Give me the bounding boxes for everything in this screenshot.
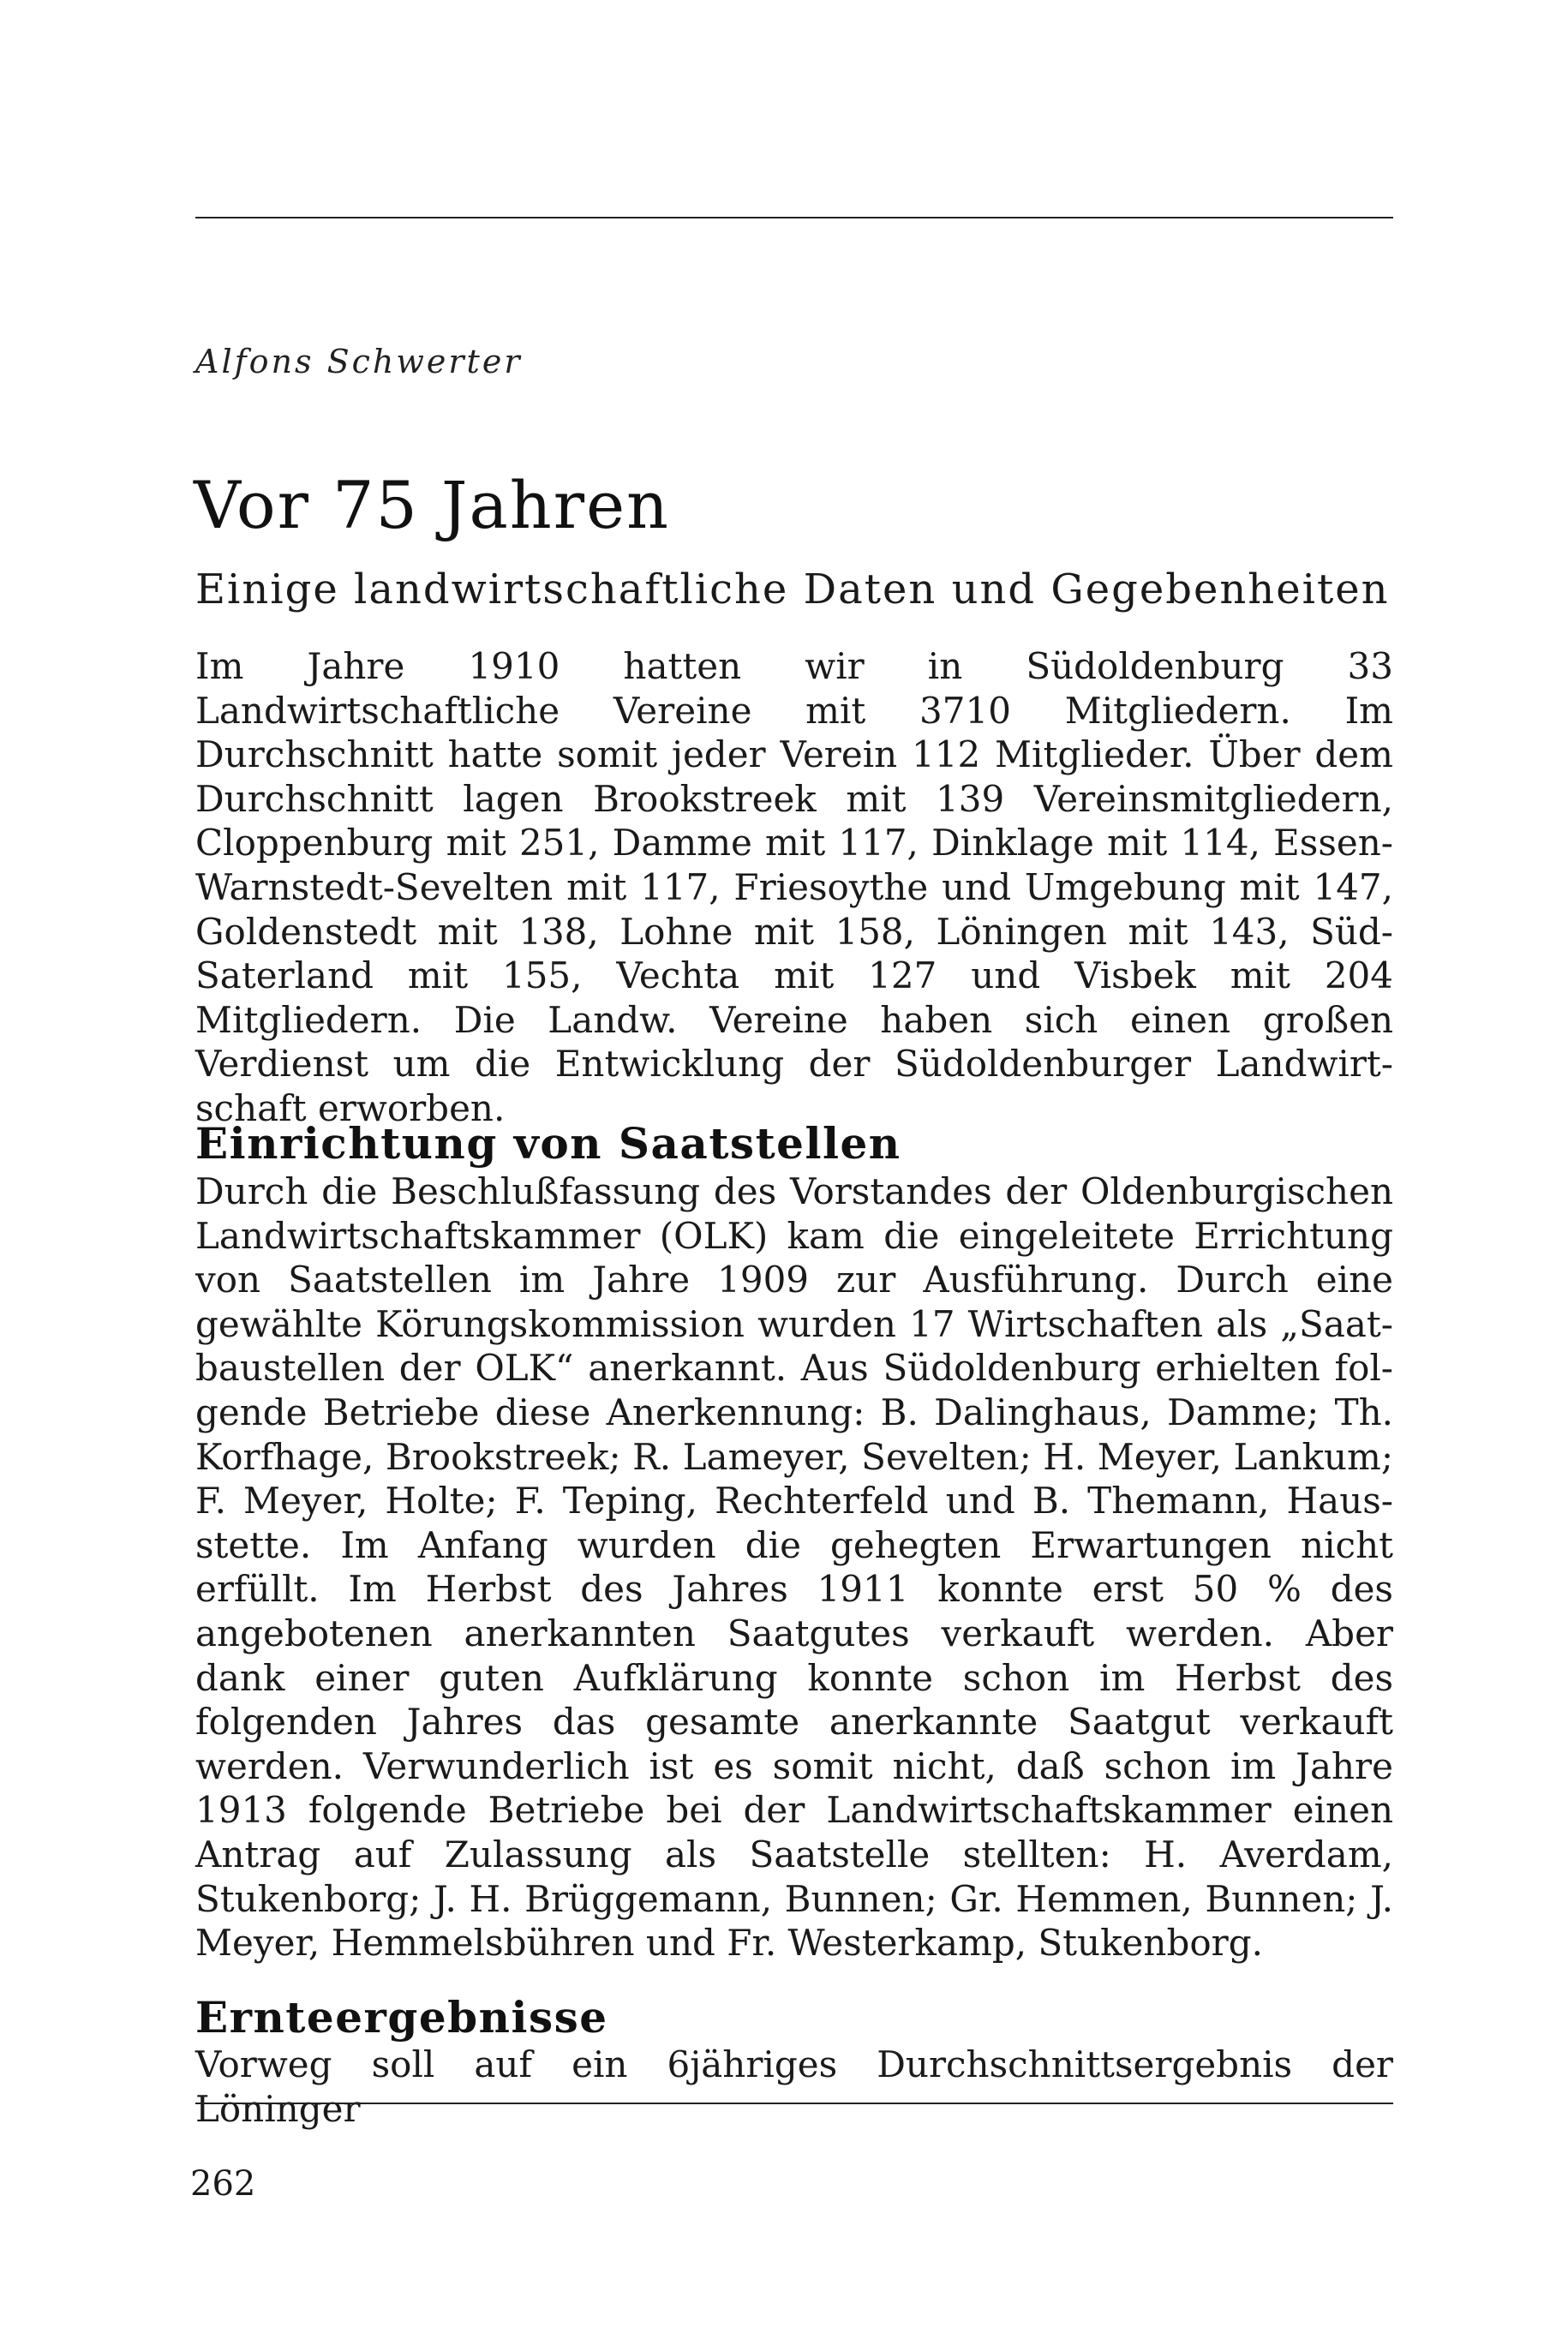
bottom-rule [195, 2103, 1393, 2104]
saatstellen-paragraph-block [195, 1169, 1393, 1965]
intro-paragraph-block [195, 644, 1393, 1131]
section-heading-ernteergebnisse: Ernteergebnisse [195, 1992, 608, 2043]
saatstellen-paragraph: Durch die Beschlußfassung des Vorstandes der Oldenburgischen Landwirtschaftskammer (OLK) kam die eingeleitete Errichtung von Saatstellen im Jahre 1909 zur Ausführung. Durch eine gewählte Körungskommission wurden 17 Wirtschaften als „Saatbaustellen der OLK“ anerkannt. Aus Südoldenburg erhielten folgende Betriebe diese Anerkennung: B. Dalinghaus, Damme; Th. Korfhage, Brookstreek; R. Lameyer, Sevelten; H. Meyer, Lankum; F. Meyer, Holte; F. Teping, Rechterfeld und B. Themann, Hausstette. Im Anfang wurden die gehegten Erwartungen nicht erfüllt. Im Herbst des Jahres 1911 konnte erst 50 % des angebotenen anerkannten Saatgutes verkauft werden. Aber dank einer guten Aufklärung konnte schon im Herbst des folgenden Jahres das gesamte anerkannte Saatgut verkauft werden. Verwunderlich ist es somit nicht, daß schon im Jahre 1913 folgende Betriebe bei der Landwirtschaftskammer einen Antrag auf Zulassung als Saatstelle stellten: H. Averdam, Stukenborg; J. H. Brüggemann, Bunnen; Gr. Hemmen, Bunnen; J. Meyer, Hemmelsbühren und Fr. Westerkamp, Stukenborg. [195, 1170, 1393, 1965]
ernteergebnisse-paragraph-block [195, 2043, 1393, 2131]
section-heading-block [195, 1118, 1393, 1169]
section-heading-block-2 [195, 1992, 1393, 2043]
top-rule [195, 217, 1393, 218]
section-heading-saatstellen: Einrichtung von Saatstellen [195, 1118, 901, 1169]
article-subtitle: Einige landwirtschaftliche Daten und Gegebenheiten [195, 565, 1390, 613]
article-title: Vor 75 Jahren [194, 467, 670, 543]
page-number: 262 [190, 2164, 256, 2204]
author-name: Alfons Schwerter [195, 343, 523, 380]
intro-paragraph: Im Jahre 1910 hatten wir in Südoldenburg 33 Landwirtschaftliche Vereine mit 3710 Mitgliedern. Im Durchschnitt hatte somit jeder Verein 112 Mitglieder. Über dem Durchschnitt lagen Brookstreek mit 139 Vereinsmitgliedern, Cloppenburg mit 251, Damme mit 117, Dinklage mit 114, Essen-Warnstedt-Sevelten mit 117, Friesoythe und Umgebung mit 147, Goldenstedt mit 138, Lohne mit 158, Löningen mit 143, Süd-Saterland mit 155, Vechta mit 127 und Visbek mit 204 Mitgliedern. Die Landw. Vereine haben sich einen großen Verdienst um die Entwicklung der Südoldenburger Landwirtschaft erworben. [195, 645, 1393, 1129]
ernteergebnisse-paragraph: Vorweg soll auf ein 6jähriges Durchschnittsergebnis der Löninger [195, 2043, 1393, 2130]
